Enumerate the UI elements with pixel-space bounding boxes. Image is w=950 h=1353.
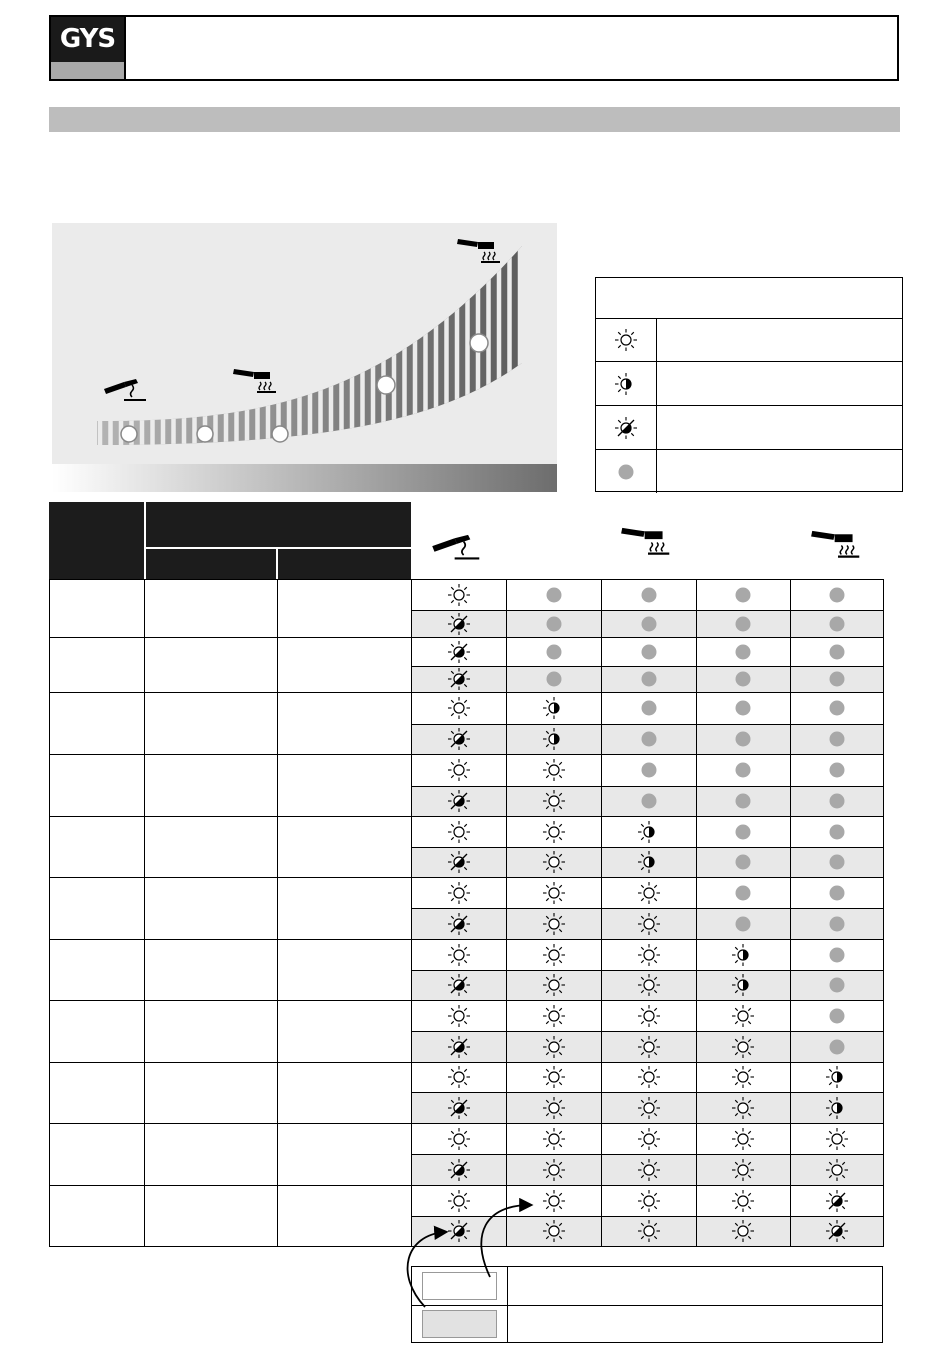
grey-dot-icon <box>636 666 662 692</box>
table-cell <box>601 637 696 666</box>
table-cell <box>696 1000 790 1031</box>
grey-dot-icon <box>636 582 662 608</box>
sun-icon <box>636 1003 662 1029</box>
table-cell <box>601 877 696 908</box>
sun-icon <box>541 1064 567 1090</box>
table-cell <box>411 692 506 724</box>
sun-icon <box>824 1126 850 1152</box>
table-cell <box>601 1092 696 1123</box>
sun-slash-icon <box>446 1034 472 1060</box>
sun-icon <box>636 972 662 998</box>
table-cell <box>790 579 883 610</box>
sun-icon <box>446 1126 472 1152</box>
grey-dot-icon <box>636 639 662 665</box>
symbol-legend <box>595 277 903 492</box>
grey-dot-icon <box>824 639 850 665</box>
table-cell <box>790 1092 883 1123</box>
gradient-bar <box>52 464 557 492</box>
table-cell <box>506 724 601 754</box>
col-line <box>277 579 278 1247</box>
sun-icon <box>730 1064 756 1090</box>
grey-dot-icon <box>824 666 850 692</box>
table-cell <box>411 816 506 847</box>
table-cell <box>506 1031 601 1062</box>
grey-dot-icon <box>824 849 850 875</box>
grey-dot-icon <box>730 757 756 783</box>
sun-icon <box>636 1126 662 1152</box>
grey-dot-icon <box>824 582 850 608</box>
grey-dot-icon <box>824 726 850 752</box>
table-cell <box>601 816 696 847</box>
col-line <box>144 579 145 1247</box>
grey-dot-icon <box>730 666 756 692</box>
grey-dot-icon <box>824 972 850 998</box>
sun-half-icon <box>824 1064 850 1090</box>
sun-icon <box>541 788 567 814</box>
sun-slash-icon <box>446 726 472 752</box>
grey-dot-icon <box>730 695 756 721</box>
sun-half-icon <box>636 819 662 845</box>
table-cell <box>601 970 696 1000</box>
grey-dot-icon <box>636 726 662 752</box>
table-header-col-b <box>278 549 411 579</box>
sun-icon <box>541 1126 567 1152</box>
table-cell <box>506 754 601 786</box>
sun-slash-icon <box>824 1188 850 1214</box>
grey-dot-icon <box>824 695 850 721</box>
heat-torch-icon <box>810 524 866 558</box>
grey-dot-icon <box>730 788 756 814</box>
table-cell <box>696 1092 790 1123</box>
table-cell <box>411 637 506 666</box>
sun-icon <box>730 1003 756 1029</box>
table-cell <box>790 847 883 877</box>
sun-icon <box>636 1157 662 1183</box>
table-cell <box>790 637 883 666</box>
table-cell <box>790 970 883 1000</box>
sun-icon <box>636 911 662 937</box>
sun-icon <box>541 1188 567 1214</box>
table-cell <box>506 1062 601 1092</box>
sun-slash-icon <box>446 666 472 692</box>
table-header-label-col <box>49 502 144 579</box>
sun-icon <box>730 1188 756 1214</box>
table-cell <box>696 786 790 816</box>
table-cell <box>411 939 506 970</box>
table-cell <box>411 666 506 692</box>
grey-dot-icon <box>730 880 756 906</box>
table-cell <box>790 1000 883 1031</box>
table-cell <box>506 1123 601 1154</box>
sun-half-icon <box>636 849 662 875</box>
heat-torch-icon <box>620 521 676 555</box>
table-cell <box>601 1031 696 1062</box>
sun-icon <box>541 849 567 875</box>
table-cell <box>601 1000 696 1031</box>
legend-heading <box>596 278 902 319</box>
grey-dot-icon <box>636 611 662 637</box>
table-cell <box>601 1185 696 1216</box>
table-cell <box>790 1216 883 1246</box>
table-cell <box>790 877 883 908</box>
table-cell <box>506 610 601 637</box>
table-cell <box>790 724 883 754</box>
sun-slash-icon <box>613 415 639 441</box>
sun-icon <box>824 1157 850 1183</box>
table-cell <box>601 908 696 939</box>
sun-slash-icon <box>446 972 472 998</box>
grey-dot-icon <box>541 666 567 692</box>
grey-dot-icon <box>541 582 567 608</box>
table-cell <box>696 970 790 1000</box>
grey-dot-icon <box>636 788 662 814</box>
grey-dot-icon <box>824 819 850 845</box>
sun-icon <box>636 1034 662 1060</box>
table-cell <box>601 1123 696 1154</box>
table-cell <box>506 1092 601 1123</box>
table-cell <box>696 908 790 939</box>
pointer-arrows <box>395 1195 535 1315</box>
table-cell <box>696 724 790 754</box>
sun-icon <box>730 1218 756 1244</box>
table-cell <box>601 1062 696 1092</box>
table-cell <box>696 754 790 786</box>
table-cell <box>790 1185 883 1216</box>
sun-half-icon <box>824 1095 850 1121</box>
sun-icon <box>636 942 662 968</box>
table-cell <box>696 1062 790 1092</box>
grey-dot-icon <box>730 726 756 752</box>
table-cell <box>696 1216 790 1246</box>
table-cell <box>506 877 601 908</box>
table-cell <box>790 1031 883 1062</box>
table-cell <box>601 1216 696 1246</box>
table-cell <box>601 786 696 816</box>
sun-half-icon <box>613 371 639 397</box>
sun-icon <box>541 880 567 906</box>
grey-dot-icon <box>824 788 850 814</box>
table-cell <box>411 1092 506 1123</box>
table-cell <box>506 1154 601 1185</box>
table-header-group <box>146 502 411 547</box>
table-cell <box>696 666 790 692</box>
table-cell <box>790 816 883 847</box>
sun-half-icon <box>730 942 756 968</box>
table-cell <box>696 610 790 637</box>
grey-dot-icon <box>730 639 756 665</box>
table-cell <box>696 637 790 666</box>
sun-icon <box>446 582 472 608</box>
sun-slash-icon <box>446 1157 472 1183</box>
sun-icon <box>730 1157 756 1183</box>
grey-dot-icon <box>730 849 756 875</box>
legend-row <box>596 406 902 450</box>
sun-icon <box>636 1188 662 1214</box>
logo-underbar <box>51 62 124 79</box>
grey-dot-icon <box>541 611 567 637</box>
sun-icon <box>730 1095 756 1121</box>
sun-icon <box>446 757 472 783</box>
sun-icon <box>730 1034 756 1060</box>
sun-slash-icon <box>446 911 472 937</box>
table-cell <box>790 1062 883 1092</box>
grey-dot-icon <box>636 695 662 721</box>
heat-curve-illustration <box>52 223 557 492</box>
table-cell <box>411 724 506 754</box>
grey-dot-icon <box>730 611 756 637</box>
sun-icon <box>636 880 662 906</box>
table-cell <box>411 1000 506 1031</box>
arc-torch-icon <box>430 528 486 562</box>
sun-half-icon <box>541 695 567 721</box>
sun-icon <box>541 1034 567 1060</box>
heat-curve-svg <box>52 223 557 492</box>
table-cell <box>506 786 601 816</box>
table-cell <box>601 579 696 610</box>
table-cell <box>411 847 506 877</box>
sun-icon <box>446 1064 472 1090</box>
table-cell <box>411 908 506 939</box>
table-cell <box>696 939 790 970</box>
sun-slash-icon <box>446 1095 472 1121</box>
table-cell <box>506 692 601 724</box>
grey-dot-icon <box>824 942 850 968</box>
table-cell <box>601 1154 696 1185</box>
table-cell <box>696 579 790 610</box>
grey-dot-icon <box>824 757 850 783</box>
table-cell <box>696 692 790 724</box>
col-line <box>49 579 50 1247</box>
table-cell <box>696 1154 790 1185</box>
table-cell <box>696 816 790 847</box>
table-cell <box>411 1031 506 1062</box>
table-cell <box>411 970 506 1000</box>
sun-slash-icon <box>446 849 472 875</box>
table-cell <box>411 786 506 816</box>
sun-icon <box>541 1157 567 1183</box>
grey-dot-icon <box>824 880 850 906</box>
table-cell <box>601 939 696 970</box>
sun-icon <box>541 1095 567 1121</box>
grey-dot-icon <box>730 911 756 937</box>
sun-icon <box>541 1003 567 1029</box>
table-cell <box>790 754 883 786</box>
table-cell <box>790 1154 883 1185</box>
table-cell <box>601 754 696 786</box>
col-line <box>883 579 884 1247</box>
sun-icon <box>541 942 567 968</box>
table-cell <box>506 637 601 666</box>
table-cell <box>696 1123 790 1154</box>
table-cell <box>601 724 696 754</box>
legend-row <box>596 450 902 493</box>
table-cell <box>790 1123 883 1154</box>
grey-dot-icon <box>824 611 850 637</box>
table-cell <box>696 1031 790 1062</box>
table-cell <box>506 908 601 939</box>
sun-icon <box>446 942 472 968</box>
table-cell <box>506 847 601 877</box>
page-header <box>49 15 899 81</box>
table-cell <box>411 579 506 610</box>
sun-slash-icon <box>446 788 472 814</box>
sun-icon <box>636 1218 662 1244</box>
table-cell <box>506 970 601 1000</box>
grey-dot-icon <box>824 911 850 937</box>
table-cell <box>411 1154 506 1185</box>
table-cell <box>790 786 883 816</box>
grey-dot-icon <box>613 459 639 485</box>
sun-icon <box>636 1064 662 1090</box>
sun-icon <box>541 972 567 998</box>
header-divider <box>124 17 126 79</box>
table-cell <box>790 610 883 637</box>
legend-row <box>596 318 902 362</box>
table-header-col-a <box>146 549 276 579</box>
table-cell <box>411 610 506 637</box>
table-cell <box>601 692 696 724</box>
table-cell <box>696 877 790 908</box>
gys-logo <box>51 17 124 79</box>
sun-half-icon <box>730 972 756 998</box>
sun-slash-icon <box>446 639 472 665</box>
grey-dot-icon <box>730 819 756 845</box>
sun-icon <box>446 1003 472 1029</box>
table-cell <box>506 939 601 970</box>
sun-icon <box>446 880 472 906</box>
table-cell <box>790 692 883 724</box>
table-cell <box>601 666 696 692</box>
sun-icon <box>541 1218 567 1244</box>
sun-slash-icon <box>446 611 472 637</box>
table-cell <box>696 1185 790 1216</box>
table-cell <box>506 816 601 847</box>
table-cell <box>411 877 506 908</box>
table-cell <box>790 939 883 970</box>
table-cell <box>506 579 601 610</box>
table-cell <box>601 610 696 637</box>
logo-text: GYS <box>51 17 124 62</box>
table-cell <box>411 1123 506 1154</box>
sun-icon <box>446 819 472 845</box>
table-cell <box>790 908 883 939</box>
sun-half-icon <box>541 726 567 752</box>
section-title-bar <box>49 107 900 132</box>
grey-dot-icon <box>730 582 756 608</box>
table-cell <box>506 666 601 692</box>
grey-dot-icon <box>824 1003 850 1029</box>
sun-icon <box>636 1095 662 1121</box>
grey-dot-icon <box>541 639 567 665</box>
sun-icon <box>730 1126 756 1152</box>
table-cell <box>411 1062 506 1092</box>
sun-icon <box>541 757 567 783</box>
table-cell <box>696 847 790 877</box>
sun-icon <box>446 695 472 721</box>
sun-icon <box>541 819 567 845</box>
sun-icon <box>541 911 567 937</box>
grey-dot-icon <box>636 757 662 783</box>
grey-dot-icon <box>824 1034 850 1060</box>
table-cell <box>411 754 506 786</box>
sun-icon <box>613 327 639 353</box>
legend-row <box>596 362 902 406</box>
table-cell <box>790 666 883 692</box>
sun-slash-icon <box>824 1218 850 1244</box>
table-cell <box>506 1000 601 1031</box>
table-cell <box>601 847 696 877</box>
